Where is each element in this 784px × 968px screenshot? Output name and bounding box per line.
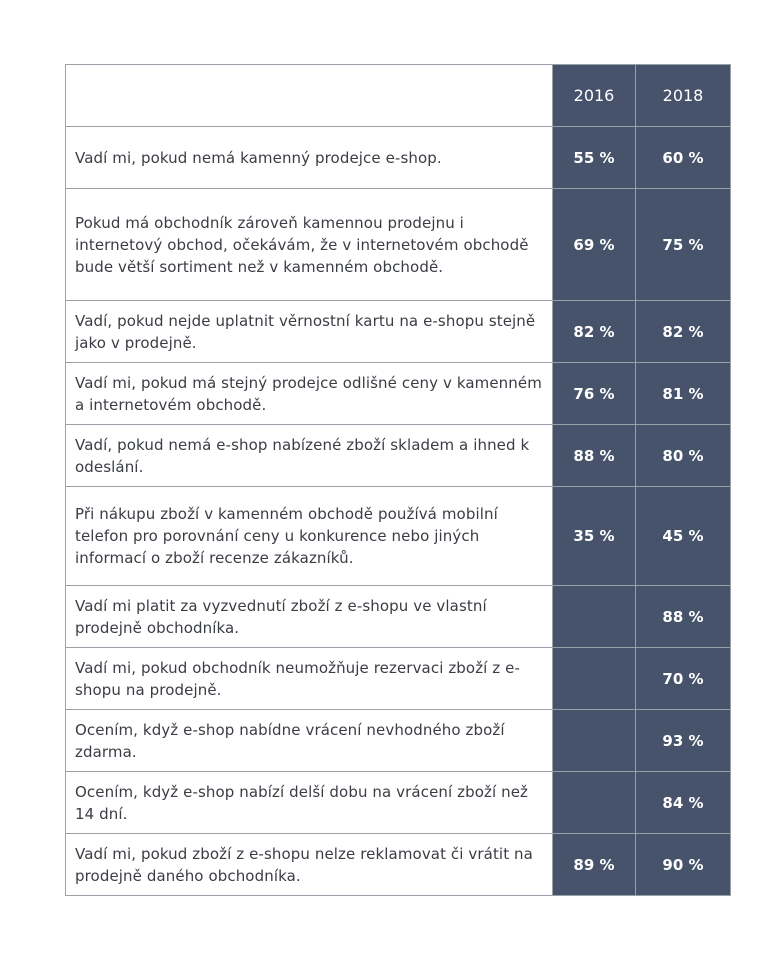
value-2016-cell [553, 710, 636, 772]
table-row [66, 648, 731, 710]
header-empty-cell [66, 65, 553, 127]
value-2016-cell: 89 % [553, 834, 636, 896]
statement-cell: Vadí, pokud nejde uplatnit věrnostní kartu na e-shopu stejně jako v prodejně. [66, 301, 553, 363]
value-2016-cell [553, 586, 636, 648]
header-row [66, 65, 731, 127]
value-2016-cell: 55 % [553, 127, 636, 189]
table-row [66, 127, 731, 189]
table-row [66, 487, 731, 586]
table-row [66, 425, 731, 487]
statement-cell: Vadí mi, pokud zboží z e-shopu nelze reklamovat či vrátit na prodejně daného obchodníka. [66, 834, 553, 896]
value-2018-cell: 84 % [636, 772, 731, 834]
statement-cell: Pokud má obchodník zároveň kamennou prodejnu i internetový obchod, očekávám, že v internetovém obchodě bude větší sortiment než v kamenném obchodě. [66, 189, 553, 301]
table-row [66, 189, 731, 301]
value-2016-cell: 88 % [553, 425, 636, 487]
value-2016-cell: 35 % [553, 487, 636, 586]
value-2018-cell: 80 % [636, 425, 731, 487]
value-2016-cell: 76 % [553, 363, 636, 425]
value-2016-cell: 82 % [553, 301, 636, 363]
table-row [66, 772, 731, 834]
column-header-2018: 2018 [636, 65, 731, 127]
value-2016-cell: 69 % [553, 189, 636, 301]
statement-cell: Vadí mi, pokud obchodník neumožňuje rezervaci zboží z e-shopu na prodejně. [66, 648, 553, 710]
survey-table [65, 64, 731, 896]
table-row [66, 710, 731, 772]
value-2016-cell [553, 648, 636, 710]
table-row [66, 586, 731, 648]
value-2018-cell: 82 % [636, 301, 731, 363]
statement-cell: Vadí mi, pokud nemá kamenný prodejce e-shop. [66, 127, 553, 189]
statement-cell: Vadí mi platit za vyzvednutí zboží z e-shopu ve vlastní prodejně obchodníka. [66, 586, 553, 648]
value-2016-cell [553, 772, 636, 834]
table-row [66, 834, 731, 896]
value-2018-cell: 45 % [636, 487, 731, 586]
statement-cell: Ocením, když e-shop nabídne vrácení nevhodného zboží zdarma. [66, 710, 553, 772]
statement-cell: Vadí, pokud nemá e-shop nabízené zboží skladem a ihned k odeslání. [66, 425, 553, 487]
value-2018-cell: 93 % [636, 710, 731, 772]
value-2018-cell: 70 % [636, 648, 731, 710]
table-row [66, 363, 731, 425]
statement-cell: Vadí mi, pokud má stejný prodejce odlišné ceny v kamenném a internetovém obchodě. [66, 363, 553, 425]
statement-cell: Ocením, když e-shop nabízí delší dobu na vrácení zboží než 14 dní. [66, 772, 553, 834]
value-2018-cell: 75 % [636, 189, 731, 301]
table-row [66, 301, 731, 363]
value-2018-cell: 81 % [636, 363, 731, 425]
value-2018-cell: 88 % [636, 586, 731, 648]
value-2018-cell: 90 % [636, 834, 731, 896]
value-2018-cell: 60 % [636, 127, 731, 189]
statement-cell: Při nákupu zboží v kamenném obchodě používá mobilní telefon pro porovnání ceny u konkurence nebo jiných informací o zboží recenze zákazníků. [66, 487, 553, 586]
column-header-2016: 2016 [553, 65, 636, 127]
